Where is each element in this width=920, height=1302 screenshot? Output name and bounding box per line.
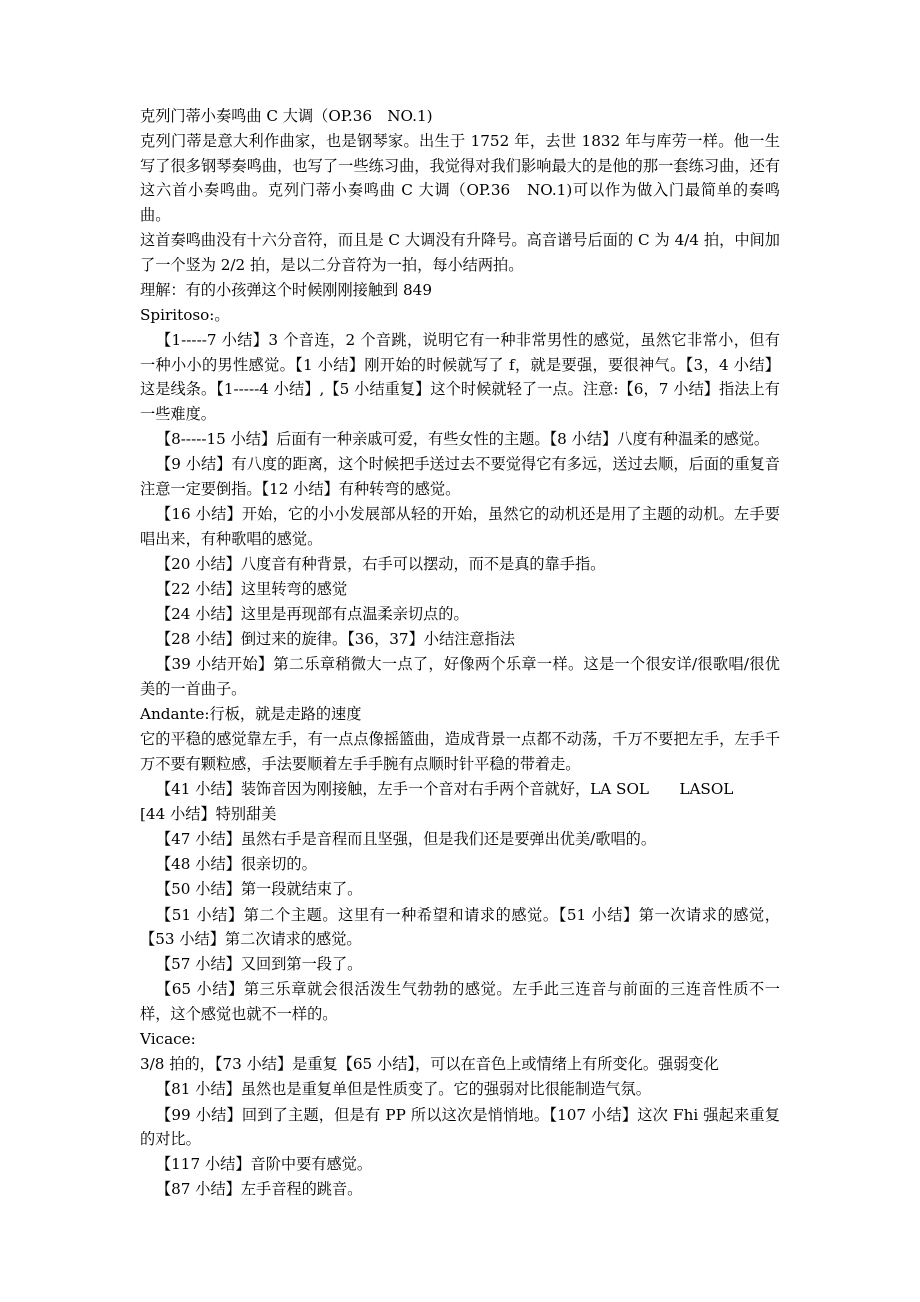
paragraph-bar99: 【99 小结】回到了主题，但是有 PP 所以这次是悄悄地。【107 小结】这次 Fhi 强起来重复的对比。 (140, 1105, 780, 1149)
document-title: 克列门蒂小奏鸣曲 C 大调（OP.36 NO.1) (140, 107, 433, 125)
paragraph-bar87: 【87 小结】左手音程的跳音。 (155, 1180, 363, 1199)
heading-vicace: Vicace: (140, 1030, 196, 1049)
paragraph-bar22: 【22 小结】这里转弯的感觉 (155, 579, 348, 598)
paragraph-bar8-15: 【8-----15 小结】后面有一种亲戚可爱，有些女性的主题。【8 小结】八度有种温柔的感觉。 (155, 430, 770, 449)
document-body (140, 104, 780, 1202)
paragraph-bar73: 3/8 拍的，【73 小结】是重复【65 小结】，可以在音色上或情绪上有所变化。强弱变化 (140, 1055, 719, 1074)
paragraph-bar47: 【47 小结】虽然右手是音程而且坚强，但是我们还是要弹出优美/歌唱的。 (155, 830, 657, 849)
paragraph-bar48: 【48 小结】很亲切的。 (155, 855, 317, 874)
paragraph-bar16: 【16 小结】开始，它的小小发展部从轻的开始，虽然它的动机还是用了主题的动机。左手要唱出来，有种歌唱的感觉。 (140, 505, 780, 548)
paragraph-bar24: 【24 小结】这里是再现部有点温柔亲切点的。 (155, 605, 469, 623)
paragraph-andante-desc: 它的平稳的感觉靠左手，有一点点像摇篮曲，造成背景一点都不动荡，千万不要把左手，左手千万不要有颗粒感，手法要顺着左手手腕有点顺时针平稳的带着走。 (140, 730, 780, 773)
paragraph-bar20: 【20 小结】八度音有种背景，右手可以摆动，而不是真的靠手指。 (155, 554, 606, 573)
heading-andante: Andante:行板，就是走路的速度 (140, 705, 362, 723)
heading-spiritoso: Spiritoso:。 (140, 306, 230, 324)
paragraph-bar51: 【51 小结】第二个主题。这里有一种希望和请求的感觉。【51 小结】第一次请求的感觉，【53 小结】第二次请求的感觉。 (140, 905, 780, 949)
paragraph-bar65: 【65 小结】第三乐章就会很活泼生气勃勃的感觉。左手此三连音与前面的三连音性质不一样，这个感觉也就不一样的。 (140, 980, 780, 1023)
paragraph-intro: 克列门蒂是意大利作曲家，也是钢琴家。出生于 1752 年，去世 1832 年与库劳一样。他一生写了很多钢琴奏鸣曲，也写了一些练习曲，我觉得对我们影响最大的是他的那一套练习曲，还有这六首小奏鸣曲。克列门蒂小奏鸣曲 C 大调（OP.36 NO.1)可以作为做入门最简单的奏鸣曲。 (140, 132, 780, 224)
paragraph-bar81: 【81 小结】虽然也是重复单但是性质变了。它的强弱对比很能制造气氛。 (155, 1080, 651, 1099)
paragraph-bar1-7: 【1-----7 小结】3 个音连，2 个音跳，说明它有一种非常男性的感觉，虽然它非常小，但有一种小小的男性感觉。【1 小结】刚开始的时候就写了 f，就是要强，要很神气。【3，4 小结】这是线条。【1-----4 小结】,【5 小结重复】这个时候就轻了一点。注意:【6，7 小结】指法上有一些难度。 (140, 331, 780, 423)
paragraph-bar9: 【9 小结】有八度的距离，这个时候把手送过去不要觉得它有多远，送过去顺，后面的重复音注意一定要倒指。【12 小结】有种转弯的感觉。 (140, 455, 780, 498)
paragraph-meter: 这首奏鸣曲没有十六分音符，而且是 C 大调没有升降号。高音谱号后面的 C 为 4/4 拍，中间加了一个竖为 2/2 拍，是以二分音符为一拍，每小结两拍。 (140, 231, 780, 274)
paragraph-bar39: 【39 小结开始】第二乐章稍微大一点了，好像两个乐章一样。这是一个很安详/很歌唱/很优美的一首曲子。 (140, 655, 780, 698)
paragraph-bar28: 【28 小结】倒过来的旋律。【36，37】小结注意指法 (155, 630, 515, 649)
paragraph-bar117: 【117 小结】音阶中要有感觉。 (155, 1155, 373, 1174)
paragraph-bar41: 【41 小结】装饰音因为刚接触，左手一个音对右手两个音就好，LA SOL LASOL (155, 779, 734, 798)
paragraph-understanding: 理解：有的小孩弹这个时候刚刚接触到 849 (140, 280, 433, 299)
paragraph-bar44: [44 小结】特别甜美 (140, 805, 277, 823)
paragraph-bar57: 【57 小结】又回到第一段了。 (155, 955, 363, 974)
paragraph-bar50: 【50 小结】第一段就结束了。 (155, 880, 363, 899)
